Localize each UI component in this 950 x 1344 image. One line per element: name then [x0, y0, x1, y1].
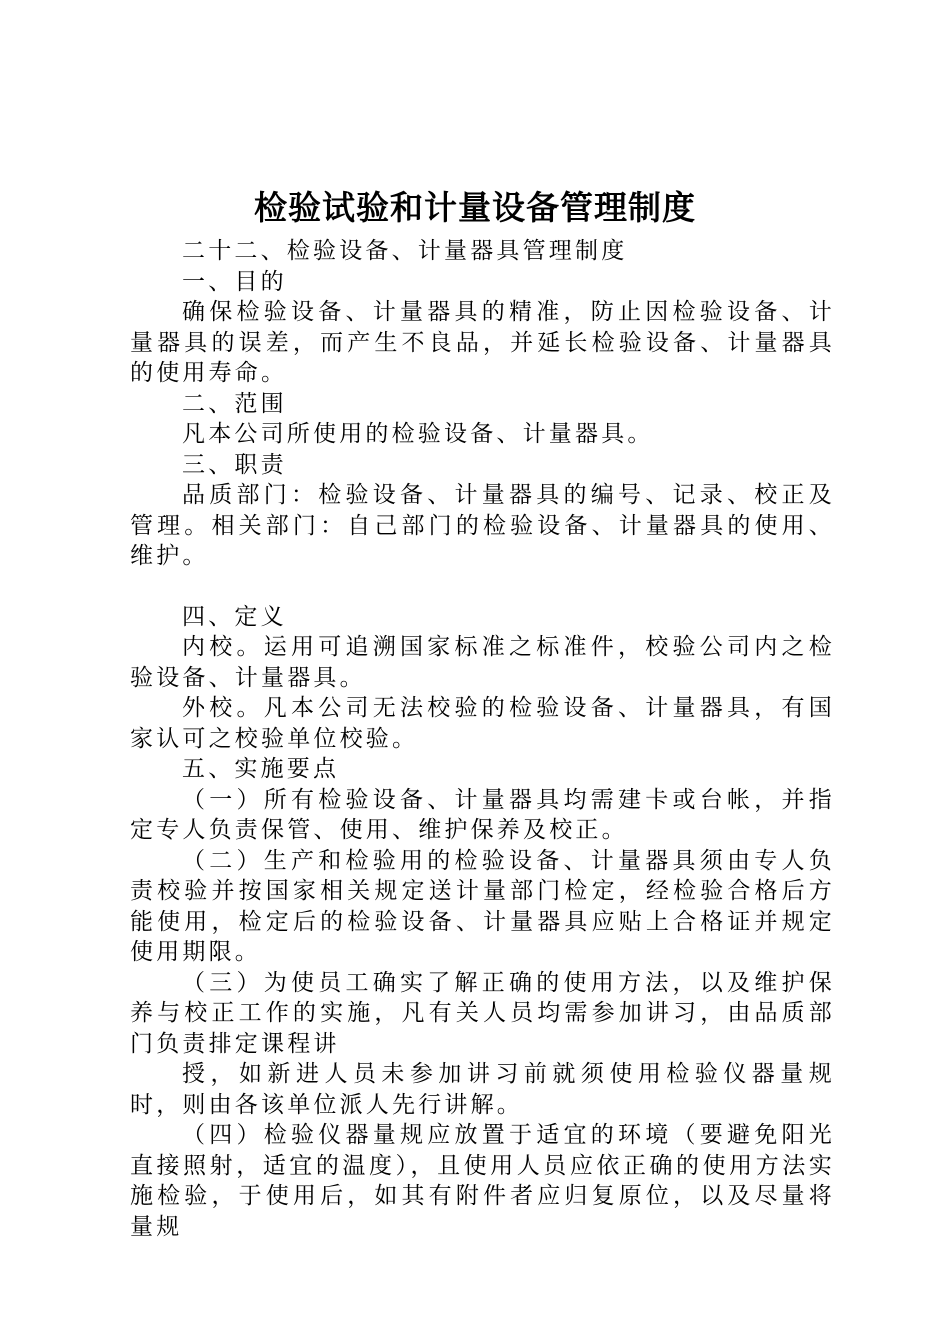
paragraph-point-1: （一）所有检验设备、计量器具均需建卡或台帐，并指定专人负责保管、使用、维护保养及校正。 — [130, 786, 835, 843]
paragraph-scope: 凡本公司所使用的检验设备、计量器具。 — [182, 421, 654, 447]
document-body — [130, 236, 835, 1242]
section-heading-purpose: 一、目的 — [182, 268, 287, 295]
section-heading-duties: 三、职责 — [182, 451, 287, 478]
section-heading-implementation: 五、实施要点 — [182, 756, 340, 782]
paragraph-point-2: （二）生产和检验用的检验设备、计量器具须由专人负责校验并按国家相关规定送计量部门检定，经检验合格后方能使用，检定后的检验设备、计量器具应贴上合格证并规定使用期限。 — [130, 847, 835, 965]
paragraph-duties: 品质部门：检验设备、计量器具的编号、记录、校正及管理。相关部门：自己部门的检验设备、计量器具的使用、维护。 — [130, 482, 835, 569]
section-heading-definition: 四、定义 — [182, 603, 287, 630]
paragraph-purpose: 确保检验设备、计量器具的精准，防止因检验设备、计量器具的误差，而产生不良品，并延长检验设备、计量器具的使用寿命。 — [130, 299, 835, 386]
paragraph-spacer — [130, 572, 835, 602]
paragraph-external-calibration: 外校。凡本公司无法校验的检验设备、计量器具，有国家认可之校验单位校验。 — [130, 695, 835, 752]
paragraph-point-4: （四）检验仪器量规应放置于适宜的环境（要避免阳光直接照射，适宜的温度），且使用人员应依正确的使用方法实施检验，于使用后，如其有附件者应归复原位，以及尽量将量规 — [130, 1122, 835, 1240]
paragraph-point-3: （三）为使员工确实了解正确的使用方法，以及维护保养与校正工作的实施，凡有关人员均需参加讲习，由品质部门负责排定课程讲 — [130, 969, 835, 1057]
paragraph-internal-calibration: 内校。运用可追溯国家标准之标准件，校验公司内之检验设备、计量器具。 — [130, 634, 835, 691]
document-title: 检验试验和计量设备管理制度 — [254, 188, 696, 227]
paragraph-point-3-continued: 授，如新进人员未参加讲习前就须使用检验仪器量规时，则由各该单位派人先行讲解。 — [130, 1061, 835, 1118]
section-heading: 二十二、检验设备、计量器具管理制度 — [182, 238, 628, 264]
section-heading-scope: 二、范围 — [182, 390, 287, 417]
